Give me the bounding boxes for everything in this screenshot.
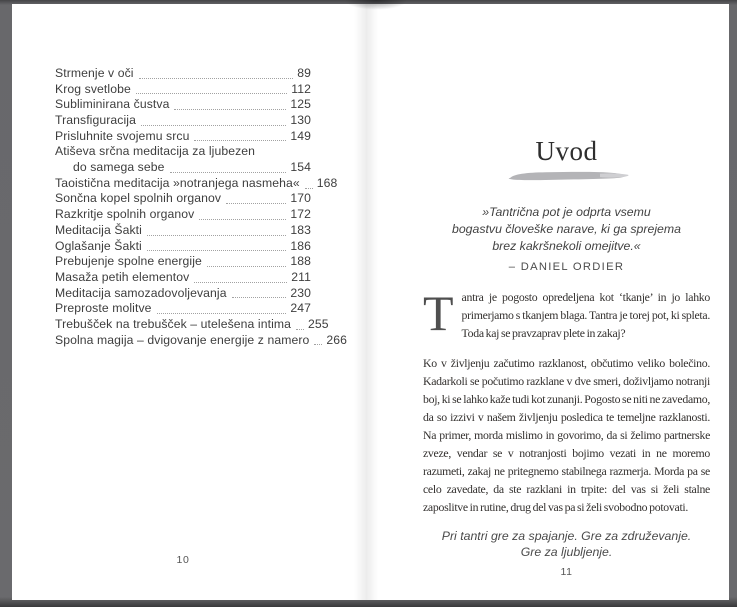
closing-line: Pri tantri gre za spajanje. Gre za združevanje. [441,528,692,543]
closing-line: Gre za ljubljenje. [520,545,613,560]
paragraph-first [423,285,710,342]
toc-dot-leader [141,125,286,126]
toc-entry [55,160,311,176]
toc-dot-leader [207,266,286,267]
toc-entry [55,301,311,317]
toc-entry-label: Transfiguracija [55,113,136,128]
spine-shadow [344,0,408,10]
toc-entry [55,286,311,302]
toc-entry-label: Meditacija samozadovoljevanja [55,285,227,300]
toc-entry-page: 186 [290,238,311,253]
epigraph-line: »Tantrična pot je odprta vsemu [482,205,651,219]
toc-entry-label: Masaža petih elementov [55,269,190,284]
toc-entry-page: 89 [297,65,311,80]
toc-entry-label: Razkritje spolnih organov [55,207,195,222]
toc-entry-label: Prebujenje spolne energije [55,254,202,269]
toc-entry-page: 266 [326,332,348,347]
toc-dot-leader [174,109,286,110]
toc-entry-page: 172 [290,207,311,222]
toc-entry-page: 230 [290,285,311,300]
brush-stroke-ornament [423,169,710,184]
toc-entry-page: 183 [290,222,311,237]
toc-dot-leader [170,172,287,173]
toc-entry-page: 211 [291,269,311,284]
toc-entry-page: 168 [316,175,338,190]
toc-entry-page: 247 [290,301,311,316]
epigraph-lines [423,204,710,254]
toc-entry-label: Meditacija Šakti [55,222,142,237]
toc-entry [55,113,311,129]
toc-dot-leader [139,78,294,79]
toc-dot-leader [314,344,322,345]
epigraph-line: bogastvu človeške narave, ki ga sprejema [452,221,681,236]
toc-entry-label: do samega sebe [73,160,165,175]
toc-entry [55,207,311,223]
toc-dot-leader [232,297,287,298]
epigraph-line: brez kakršnekoli omejitve.« [492,238,641,253]
dropcap-letter: T [423,285,454,342]
toc-entry-page: 255 [308,316,329,331]
toc-entry-page: 188 [290,254,311,269]
toc-entry-page: 112 [291,81,311,96]
toc-dot-leader [147,235,286,236]
toc-dot-leader [305,188,313,189]
left-page [12,4,366,600]
toc-entry-label: Strmenje v oči [55,65,134,80]
toc-dot-leader [194,282,287,283]
toc-entry-label: Trebušček na trebušček – utelešena intima [55,316,292,331]
toc-entry-page: 154 [290,160,311,175]
toc-entry-label: Prisluhnite svojemu srcu [55,128,190,143]
toc-entry-label: Spolna magija – dvigovanje energije z namero [55,332,310,347]
toc-entry [55,270,311,286]
toc-dot-leader [199,219,286,220]
right-page [366,4,729,600]
toc-entry [55,175,338,192]
table-of-contents [12,4,366,348]
page-number-right: 11 [560,566,573,578]
toc-entry-page: 130 [290,113,311,128]
toc-dot-leader [157,313,287,314]
toc-entry-label: Atiševa srčna meditacija za ljubezen [55,144,256,159]
epigraph-attribution: – DANIEL ORDIER [508,261,625,274]
toc-dot-leader [226,203,286,204]
toc-entry [55,254,311,270]
toc-entry [55,97,311,113]
toc-entry [55,129,311,145]
toc-entry-label: Subliminirana čustva [55,97,170,112]
toc-entry-page: 149 [290,128,311,143]
toc-dot-leader [136,93,287,94]
brush-stroke-icon [504,169,630,184]
toc-entry [55,332,348,349]
toc-entry-label: Oglašanje Šakti [55,238,142,253]
toc-entry [55,144,311,160]
toc-entry-page: 125 [290,97,311,112]
toc-entry [55,239,311,255]
closing-lines [423,528,710,561]
toc-entry-label: Sončna kopel spolnih organov [55,191,222,206]
paragraph-first-text: antra je pogosto opredeljena kot ‘tkanje’ in jo lahko primerjamo s tkanjem blaga. Tantra je torej pot, ki spleta. Toda kaj se pravzaprav plete in zakaj? [461,290,710,341]
toc-dot-leader [147,250,286,251]
toc-entry [55,82,311,98]
toc-entry-label: Preproste molitve [55,301,152,316]
toc-entry [55,192,311,208]
toc-entry-label: Taoistična meditacija »notranjega nasmeha« [55,175,300,190]
toc-entry-label: Krog svetlobe [55,81,131,96]
paragraph-second: Ko v življenju začutimo razklanost, občutimo veliko bolečino. Kadarkoli se počutimo razklane v dve smeri, doživljamo notranji boj, ki se lahko kaže tudi kot zunanji. Pogosto se niti ne zavedamo, da so izzivi v našem življenju posledica te temeljne razklanosti. Na primer, morda mislimo in govorimo, da si želimo partnerske zveze, vendar se v notranjosti bojimo vezati in ne moremo razumeti, zakaj ne pritegnemo stabilnega razmerja. Morda pa se celo zavedate, da ste razklani in trpite: del vas si želi stalne zaposlitve in rutine, drug del vas pa si želi svobodno potovati. [423,355,710,514]
toc-dot-leader [194,140,286,141]
epigraph [423,204,710,276]
toc-entry-page: 170 [290,191,311,206]
toc-dot-leader [296,329,304,330]
toc-entry [55,316,329,333]
toc-entry [55,223,311,239]
chapter-content [366,136,729,561]
toc-entry [55,66,311,82]
page-number-left: 10 [176,554,190,566]
chapter-title: Uvod [535,136,598,166]
